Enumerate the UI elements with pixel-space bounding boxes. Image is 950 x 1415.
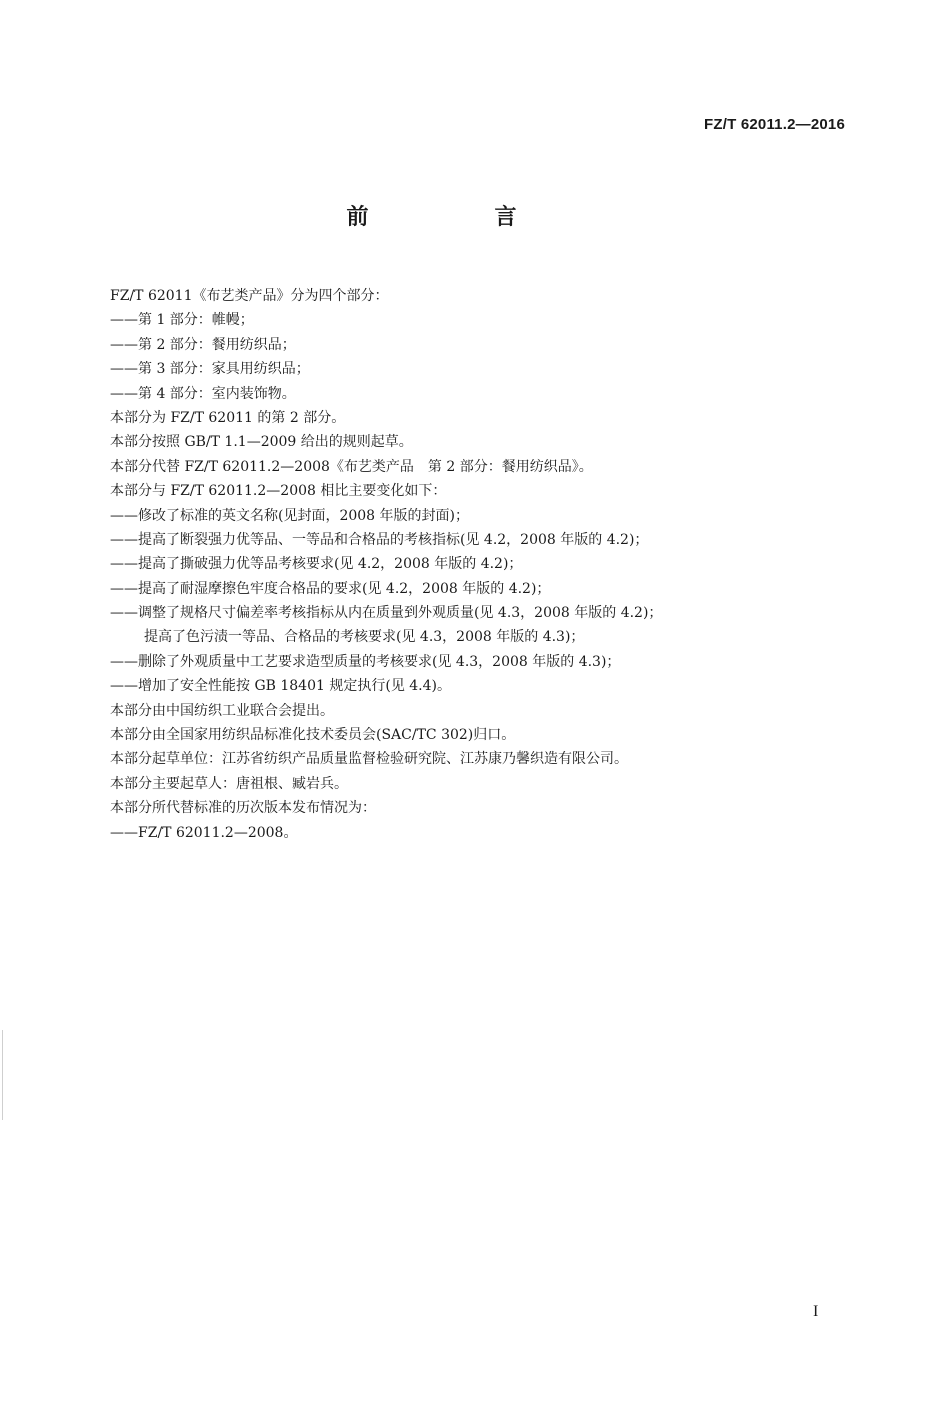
- foreword-body: [110, 284, 830, 845]
- text-line: ——提高了断裂强力优等品、一等品和合格品的考核指标(见 4.2，2008 年版的 4.2)；: [110, 531, 649, 548]
- text-line: 本部分所代替标准的历次版本发布情况为：: [110, 800, 376, 817]
- text-line: 本部分与 FZ/T 62011.2—2008 相比主要变化如下：: [110, 483, 447, 500]
- text-line: ——提高了耐湿摩擦色牢度合格品的要求(见 4.2，2008 年版的 4.2)；: [110, 580, 551, 597]
- text-line: 本部分由全国家用纺织品标准化技术委员会(SAC/TC 302)归口。: [110, 727, 516, 744]
- text-line: ——第 3 部分：家具用纺织品；: [110, 361, 310, 378]
- text-line: ——删除了外观质量中工艺要求造型质量的考核要求(见 4.3，2008 年版的 4.3)；: [110, 653, 621, 670]
- page-number: I: [813, 1303, 819, 1320]
- text-line: ——增加了安全性能按 GB 18401 规定执行(见 4.4)。: [110, 678, 451, 695]
- text-line: 本部分为 FZ/T 62011 的第 2 部分。: [110, 409, 346, 426]
- standard-code: FZ/T 62011.2—2016: [704, 116, 845, 133]
- text-line: 本部分代替 FZ/T 62011.2—2008《布艺类产品 第 2 部分：餐用纺织品》。: [110, 458, 593, 475]
- text-line: ——提高了撕破强力优等品考核要求(见 4.2，2008 年版的 4.2)；: [110, 556, 523, 573]
- text-line: ——第 2 部分：餐用纺织品；: [110, 336, 296, 353]
- text-line: 提高了色污渍一等品、合格品的考核要求(见 4.3，2008 年版的 4.3)；: [144, 629, 585, 646]
- text-line: ——调整了规格尺寸偏差率考核指标从内在质量到外观质量(见 4.3，2008 年版的 4.2)；: [110, 605, 663, 622]
- text-line: 本部分起草单位：江苏省纺织产品质量监督检验研究院、江苏康乃馨织造有限公司。: [110, 751, 628, 768]
- text-line: 本部分按照 GB/T 1.1—2009 给出的规则起草。: [110, 434, 413, 451]
- text-line: ——第 4 部分：室内装饰物。: [110, 385, 296, 402]
- text-line: ——修改了标准的英文名称(见封面，2008 年版的封面)；: [110, 507, 470, 524]
- scan-edge-mark: [2, 1030, 3, 1120]
- page-title: 前 言: [346, 205, 569, 230]
- text-line: ——FZ/T 62011.2—2008。: [110, 824, 298, 841]
- text-line: 本部分主要起草人：唐祖根、臧岩兵。: [110, 775, 348, 792]
- text-line: ——第 1 部分：帷幔；: [110, 312, 254, 329]
- text-line: 本部分由中国纺织工业联合会提出。: [110, 702, 334, 719]
- text-line: FZ/T 62011《布艺类产品》分为四个部分：: [110, 288, 389, 304]
